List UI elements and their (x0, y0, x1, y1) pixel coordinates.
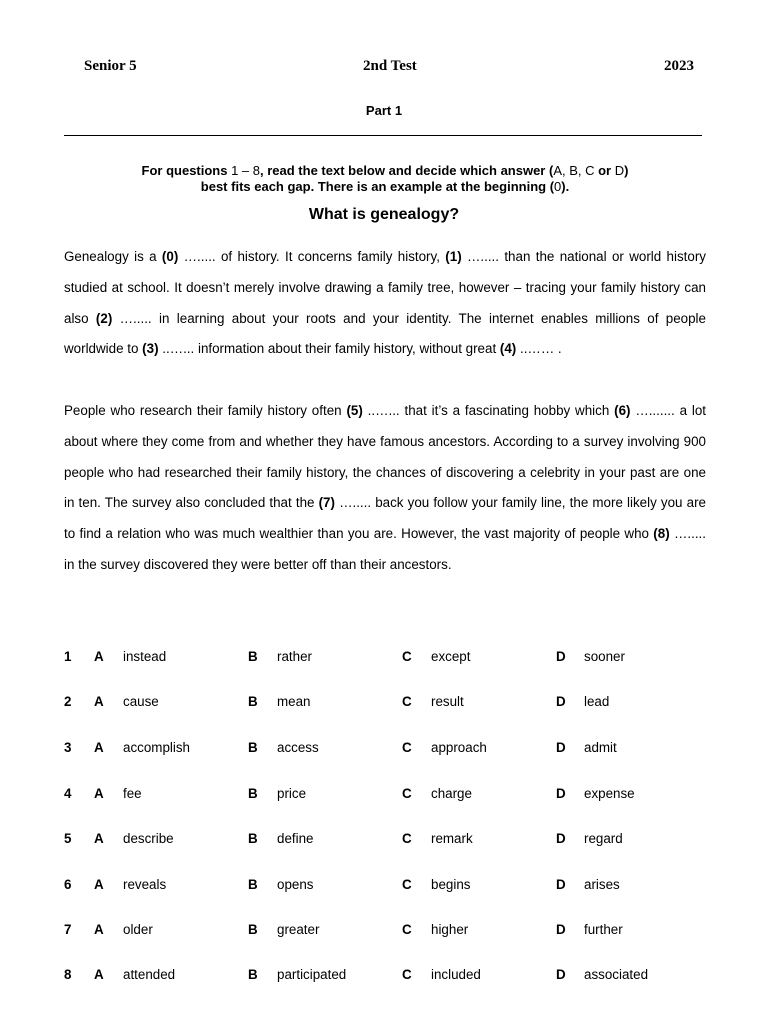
option-letter: C (402, 877, 412, 892)
part-label: Part 1 (365, 103, 403, 118)
option-text: reveals (123, 877, 167, 892)
gap-number: (7) (318, 495, 335, 511)
option-letter: A (94, 967, 104, 982)
option-letter: D (556, 877, 566, 892)
question-row (0, 786, 768, 806)
option-text: access (277, 740, 319, 755)
option-text: describe (123, 831, 174, 846)
option-text: except (431, 649, 471, 664)
option-letter: D (556, 649, 566, 664)
text-segment: Genealogy is a (64, 249, 162, 264)
option-letter: D (556, 786, 566, 801)
text-segment: ) (624, 163, 629, 178)
option-letter: B (248, 831, 258, 846)
question-row (0, 831, 768, 851)
option-text: associated (584, 967, 649, 982)
option-text: charge (431, 786, 472, 801)
option-text: approach (431, 740, 487, 755)
option-text: participated (277, 967, 347, 982)
option-letter: D (556, 922, 566, 937)
text-segment: ..…... that it’s a fascinating hobby which (362, 403, 615, 418)
option-text: cause (123, 694, 159, 709)
option-letter: C (402, 967, 412, 982)
text-segment: …..... in the survey discovered they were better off than their ancestors. (64, 526, 706, 572)
option-letter: B (248, 922, 258, 937)
option-text: higher (431, 922, 469, 937)
option-letter: C (402, 694, 412, 709)
option-text: included (431, 967, 481, 982)
gap-number: (1) (445, 249, 462, 264)
option-letter: C (402, 740, 412, 755)
text-segment: or (594, 163, 615, 178)
option-text: opens (277, 877, 314, 892)
option-text: remark (431, 831, 473, 846)
option-letter: C (402, 786, 412, 801)
option-letter: B (248, 694, 258, 709)
option-text: lead (584, 694, 610, 709)
option-text: rather (277, 649, 312, 664)
text-segment: …..... in learning about your roots and your identity. The internet enables millions of people worldwide to (64, 310, 706, 357)
question-row (0, 922, 768, 942)
option-text: sooner (584, 649, 625, 664)
option-letter: C (402, 922, 412, 937)
option-text: further (584, 922, 623, 937)
text-segment: …..... than the national or world history studied at school. It doesn’t merely involve drawing a family tree, however – tracing your family history can also (64, 249, 706, 326)
header-year: 2023 (664, 58, 694, 74)
text-segment: , read the text below and decide which answer ( (260, 163, 554, 178)
header-class: Senior 5 (84, 58, 137, 74)
text-segment: …....... a lot about where they come from and whether they have famous ancestors. According to a survey involving 900 people who had researched their family history, the chances of discovering a celebrity in your past are one in ten. The survey also concluded that the (64, 403, 707, 511)
text-segment: A, B, C (553, 163, 595, 178)
option-letter: C (402, 649, 412, 664)
question-number: 1 (64, 649, 72, 664)
gap-number: (3) (142, 341, 159, 357)
instructions (64, 163, 706, 195)
option-text: define (277, 831, 314, 846)
text-segment: …..... of history. It concerns family history, (178, 249, 446, 264)
option-letter: A (94, 740, 104, 755)
text-segment: D (614, 163, 625, 178)
option-text: older (123, 922, 153, 937)
option-text: result (431, 694, 464, 709)
text-segment: best fits each gap. There is an example at the beginning ( (200, 179, 555, 194)
option-text: price (277, 786, 307, 801)
question-number: 6 (64, 877, 72, 892)
paragraph-2 (64, 396, 706, 581)
option-letter: A (94, 831, 104, 846)
question-number: 7 (64, 922, 72, 937)
page-title: What is genealogy? (308, 206, 460, 223)
text-segment: ..…... information about their family history, without great (158, 341, 500, 357)
option-letter: D (556, 831, 566, 846)
option-letter: A (94, 877, 104, 892)
question-number: 3 (64, 740, 72, 755)
question-row (0, 694, 768, 714)
gap-number: (4) (499, 341, 517, 357)
question-number: 4 (64, 786, 72, 801)
option-letter: A (94, 649, 104, 664)
option-text: greater (277, 922, 320, 937)
question-number: 5 (64, 831, 72, 846)
option-letter: D (556, 967, 566, 982)
gap-number: (0) (161, 249, 179, 264)
text-segment: 1 – 8 (231, 163, 261, 178)
option-text: begins (431, 877, 471, 892)
option-letter: B (248, 967, 258, 982)
option-text: accomplish (123, 740, 190, 755)
option-text: instead (123, 649, 167, 664)
option-text: attended (123, 967, 176, 982)
header-test: 2nd Test (363, 58, 417, 74)
gap-number: (6) (614, 403, 631, 418)
option-letter: B (248, 740, 258, 755)
option-letter: B (248, 786, 258, 801)
text-segment: ..…… . (516, 341, 562, 357)
option-letter: A (94, 922, 104, 937)
option-text: admit (584, 740, 617, 755)
option-letter: D (556, 740, 566, 755)
option-letter: B (248, 877, 258, 892)
option-letter: A (94, 786, 104, 801)
text-segment: …..... back you follow your family line, the more likely you are to find a relation who was much wealthier than you are. However, the vast majority of people who (64, 495, 706, 542)
option-text: arises (584, 877, 620, 892)
option-text: expense (584, 786, 635, 801)
text-segment: ). (561, 179, 570, 194)
option-letter: D (556, 694, 566, 709)
question-row (0, 877, 768, 897)
question-number: 2 (64, 694, 72, 709)
text-segment: 0 (554, 179, 562, 194)
option-letter: C (402, 831, 412, 846)
gap-number: (5) (346, 403, 363, 418)
divider (64, 135, 702, 136)
option-text: fee (123, 786, 142, 801)
question-row (0, 649, 768, 669)
paragraph-1 (64, 242, 706, 365)
option-letter: B (248, 649, 258, 664)
option-text: regard (584, 831, 623, 846)
option-text: mean (277, 694, 311, 709)
option-letter: A (94, 694, 104, 709)
question-number: 8 (64, 967, 72, 982)
question-row (0, 967, 768, 987)
document-header (0, 58, 768, 78)
gap-number: (8) (653, 526, 670, 542)
gap-number: (2) (95, 310, 113, 326)
question-row (0, 740, 768, 760)
text-segment: For questions (141, 163, 232, 178)
text-segment: People who research their family history often (64, 403, 347, 418)
